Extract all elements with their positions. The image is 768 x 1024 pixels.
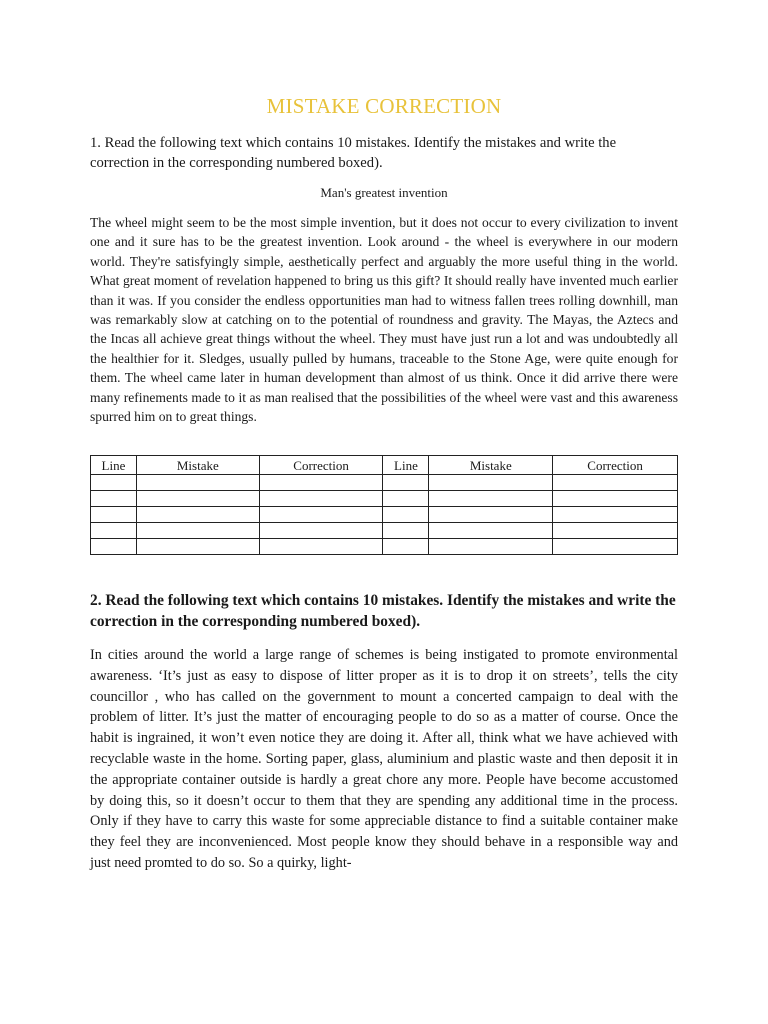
table-cell[interactable] xyxy=(259,523,383,539)
table-cell[interactable] xyxy=(429,475,553,491)
header-correction: Correction xyxy=(553,456,678,475)
table-row xyxy=(91,475,678,491)
header-correction: Correction xyxy=(259,456,383,475)
table-cell[interactable] xyxy=(429,523,553,539)
table-cell[interactable] xyxy=(429,507,553,523)
passage-2-text: In cities around the world a large range of schemes is being instigated to promote environmental awareness. ‘It’s just as easy to dispose of litter proper as it is to drop it on streets’, tells the city councillor , who has called on the government to mount a concerted campaign to deal with the problem of litter. It’s just the matter of encouraging people to do so as a matter of course. Once the habit is ingrained, it won’t even notice they are doing it. After all, think what we have achieved with recyclable waste in the home. Sorting paper, glass, aluminium and plastic waste and then deposit it in the appropriate container outside is hardly a great chore any more. People have become accustomed by doing this, so it doesn’t occur to them that they are spending any additional time in the process. Only if they have to carry this waste for some appreciable distance to find a suitable container make they feel they are inconvenienced. Most people know they should behave in a responsible way and just need promted to do so. So a quirky, light- xyxy=(90,647,678,871)
header-mistake: Mistake xyxy=(136,456,259,475)
question-1-instruction: 1. Read the following text which contains 10 mistakes. Identify the mistakes and write the correction in the corresponding numbered boxed). xyxy=(90,135,617,171)
header-line: Line xyxy=(383,456,429,475)
table-cell[interactable] xyxy=(553,475,678,491)
table-cell[interactable] xyxy=(91,539,137,555)
table-cell[interactable] xyxy=(553,539,678,555)
table-row xyxy=(91,507,678,523)
header-mistake: Mistake xyxy=(429,456,553,475)
question-2-instruction: 2. Read the following text which contains 10 mistakes. Identify the mistakes and write the correction in the corresponding numbered boxed). xyxy=(90,592,676,630)
table-cell[interactable] xyxy=(91,523,137,539)
table-cell[interactable] xyxy=(259,491,383,507)
table-cell[interactable] xyxy=(383,491,429,507)
answer-table xyxy=(90,455,678,555)
table-cell[interactable] xyxy=(259,539,383,555)
table-cell[interactable] xyxy=(383,507,429,523)
table-cell[interactable] xyxy=(136,507,259,523)
table-cell[interactable] xyxy=(136,539,259,555)
table-cell[interactable] xyxy=(259,475,383,491)
table-cell[interactable] xyxy=(383,539,429,555)
table-row xyxy=(91,539,678,555)
table-cell[interactable] xyxy=(91,475,137,491)
table-cell[interactable] xyxy=(91,491,137,507)
header-line: Line xyxy=(91,456,137,475)
table-cell[interactable] xyxy=(136,491,259,507)
table-cell[interactable] xyxy=(553,491,678,507)
table-cell[interactable] xyxy=(136,523,259,539)
table-row xyxy=(91,523,678,539)
table-cell[interactable] xyxy=(136,475,259,491)
passage-1-title: Man's greatest invention xyxy=(320,185,448,200)
table-cell[interactable] xyxy=(553,523,678,539)
page-title: MISTAKE CORRECTION xyxy=(266,94,502,118)
table-header-row xyxy=(91,456,678,475)
table-cell[interactable] xyxy=(91,507,137,523)
table-cell[interactable] xyxy=(383,475,429,491)
table-cell[interactable] xyxy=(553,507,678,523)
table-row xyxy=(91,491,678,507)
passage-1-text: The wheel might seem to be the most simple invention, but it does not occur to every civilization to invent one and it sure has to be the greatest invention. Look around - the wheel is everywhere in our modern world. They're satisfyingly simple, aesthetically perfect and arguably the more useful thing in the world. What great moment of revelation happened to bring us this gift? It should really have invented much earlier than it was. If you consider the endless opportunities man had to witness fallen trees rolling downhill, man was remarkably slow at catching on to the potential of roundness and gravity. The Mayas, the Aztecs and the Incas all achieve great things without the wheel. They must have just run a lot and was undoubtedly all the healthier for it. Sledges, usually pulled by humans, traceable to the Stone Age, were quite enough for them. The wheel came later in human development than almost of us think. Once it did arrive there were many refinements made to it as man realised that the possibilities of the wheel were vast and this awareness spurred him on to great things. xyxy=(90,215,678,425)
table-cell[interactable] xyxy=(259,507,383,523)
table-cell[interactable] xyxy=(383,523,429,539)
table-cell[interactable] xyxy=(429,539,553,555)
table-cell[interactable] xyxy=(429,491,553,507)
